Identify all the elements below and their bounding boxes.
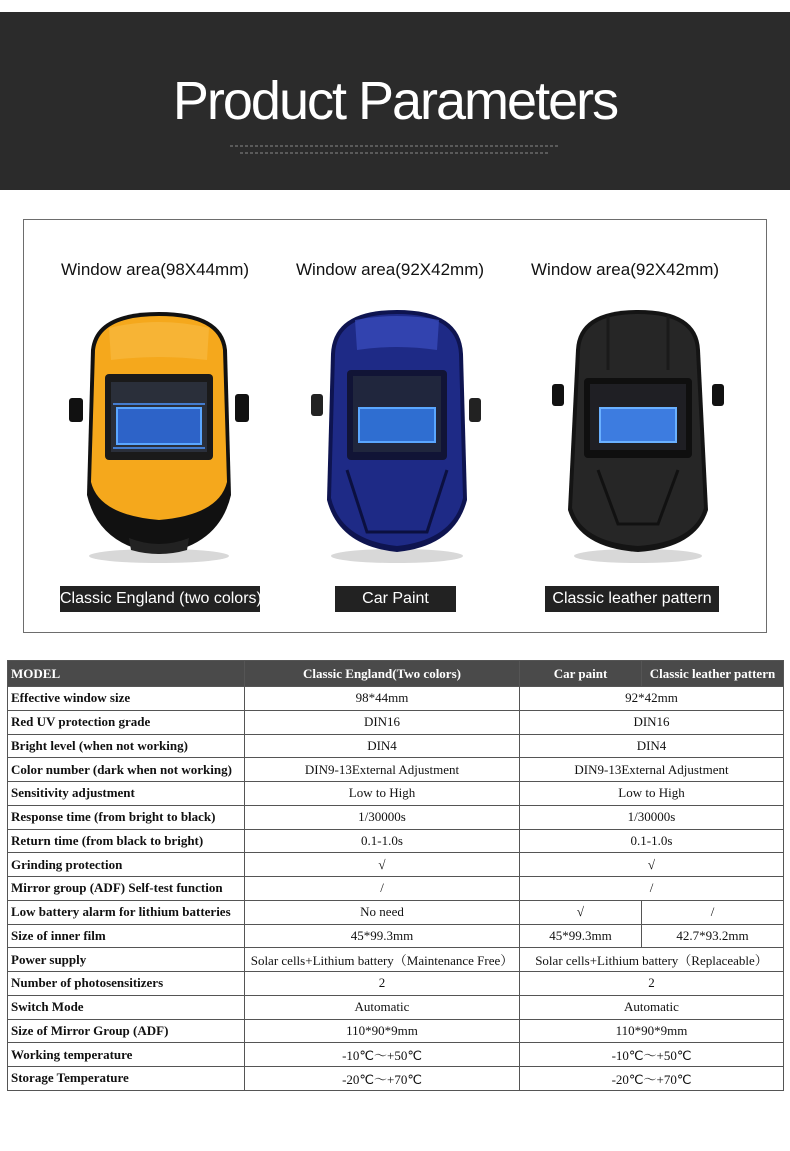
- page-title: Product Parameters: [172, 71, 618, 131]
- cell-value: 42.7*93.2mm: [642, 924, 784, 948]
- model-name-badge-2: Car Paint: [335, 586, 456, 612]
- cell-value: DIN9-13External Adjustment: [520, 758, 784, 782]
- table-row: [8, 1043, 784, 1067]
- cell-value: 0.1-1.0s: [520, 829, 784, 853]
- cell-value: /: [520, 877, 784, 901]
- row-label: Effective window size: [8, 687, 245, 711]
- cell-value: 110*90*9mm: [245, 1019, 520, 1043]
- decorative-subtitle-lines: [230, 140, 560, 158]
- header-classic-leather: Classic leather pattern: [642, 661, 784, 687]
- table-row: [8, 805, 784, 829]
- cell-value: Low to High: [245, 782, 520, 806]
- cell-value: /: [245, 877, 520, 901]
- header-car-paint: Car paint: [520, 661, 642, 687]
- table-row: [8, 734, 784, 758]
- cell-value: Solar cells+Lithium battery（Maintenance Free）: [245, 948, 520, 972]
- row-label: Bright level (when not working): [8, 734, 245, 758]
- row-label: Storage Temperature: [8, 1067, 245, 1091]
- table-row: [8, 948, 784, 972]
- row-label: Switch Mode: [8, 995, 245, 1019]
- table-row: [8, 829, 784, 853]
- table-row: [8, 853, 784, 877]
- row-label: Low battery alarm for lithium batteries: [8, 900, 245, 924]
- row-label: Working temperature: [8, 1043, 245, 1067]
- row-label: Sensitivity adjustment: [8, 782, 245, 806]
- header-classic-england: Classic England(Two colors): [245, 661, 520, 687]
- cell-value: DIN4: [520, 734, 784, 758]
- yellow-welding-helmet-icon: [69, 310, 249, 570]
- cell-value: 1/30000s: [520, 805, 784, 829]
- window-area-label-2: Window area(92X42mm): [296, 260, 485, 279]
- table-row: [8, 924, 784, 948]
- cell-value: DIN16: [520, 710, 784, 734]
- row-label: Size of inner film: [8, 924, 245, 948]
- cell-value: 45*99.3mm: [245, 924, 520, 948]
- row-label: Response time (from bright to black): [8, 805, 245, 829]
- cell-value: √: [245, 853, 520, 877]
- window-area-label-3: Window area(92X42mm): [531, 260, 720, 279]
- row-label: Return time (from black to bright): [8, 829, 245, 853]
- cell-value: DIN4: [245, 734, 520, 758]
- cell-value: No need: [245, 900, 520, 924]
- cell-value: Automatic: [520, 995, 784, 1019]
- table-row: [8, 1019, 784, 1043]
- table-row: [8, 877, 784, 901]
- cell-value: 0.1-1.0s: [245, 829, 520, 853]
- row-label: Mirror group (ADF) Self-test function: [8, 877, 245, 901]
- row-label: Size of Mirror Group (ADF): [8, 1019, 245, 1043]
- table-row: [8, 782, 784, 806]
- cell-value: -20℃～+70℃: [520, 1067, 784, 1091]
- cell-value: 2: [520, 972, 784, 996]
- cell-value: /: [642, 900, 784, 924]
- cell-value: 110*90*9mm: [520, 1019, 784, 1043]
- cell-value: Automatic: [245, 995, 520, 1019]
- black-welding-helmet-icon: [548, 310, 728, 570]
- cell-value: -10℃～+50℃: [245, 1043, 520, 1067]
- cell-value: √: [520, 853, 784, 877]
- cell-value: 1/30000s: [245, 805, 520, 829]
- table-row: [8, 710, 784, 734]
- cell-value: 2: [245, 972, 520, 996]
- row-label: Color number (dark when not working): [8, 758, 245, 782]
- cell-value: -20℃～+70℃: [245, 1067, 520, 1091]
- row-label: Red UV protection grade: [8, 710, 245, 734]
- cell-value: 98*44mm: [245, 687, 520, 711]
- cell-value: 92*42mm: [520, 687, 784, 711]
- row-label: Grinding protection: [8, 853, 245, 877]
- parameters-table: [7, 660, 784, 1091]
- helmet-showcase: [23, 219, 767, 633]
- row-label: Power supply: [8, 948, 245, 972]
- cell-value: Low to High: [520, 782, 784, 806]
- table-row: [8, 758, 784, 782]
- table-row: [8, 687, 784, 711]
- header-model: MODEL: [8, 661, 245, 687]
- table-row: [8, 972, 784, 996]
- cell-value: DIN9-13External Adjustment: [245, 758, 520, 782]
- table-header-row: [8, 661, 784, 687]
- cell-value: 45*99.3mm: [520, 924, 642, 948]
- cell-value: DIN16: [245, 710, 520, 734]
- model-name-badge-3: Classic leather pattern: [545, 586, 719, 612]
- table-row: [8, 995, 784, 1019]
- model-name-badge-1: Classic England (two colors): [60, 586, 260, 612]
- header-banner: [0, 12, 790, 190]
- row-label: Number of photosensitizers: [8, 972, 245, 996]
- cell-value: Solar cells+Lithium battery（Replaceable）: [520, 948, 784, 972]
- table-row: [8, 900, 784, 924]
- cell-value: √: [520, 900, 642, 924]
- cell-value: -10℃～+50℃: [520, 1043, 784, 1067]
- window-area-label-1: Window area(98X44mm): [61, 260, 250, 279]
- table-row: [8, 1067, 784, 1091]
- blue-welding-helmet-icon: [307, 310, 487, 570]
